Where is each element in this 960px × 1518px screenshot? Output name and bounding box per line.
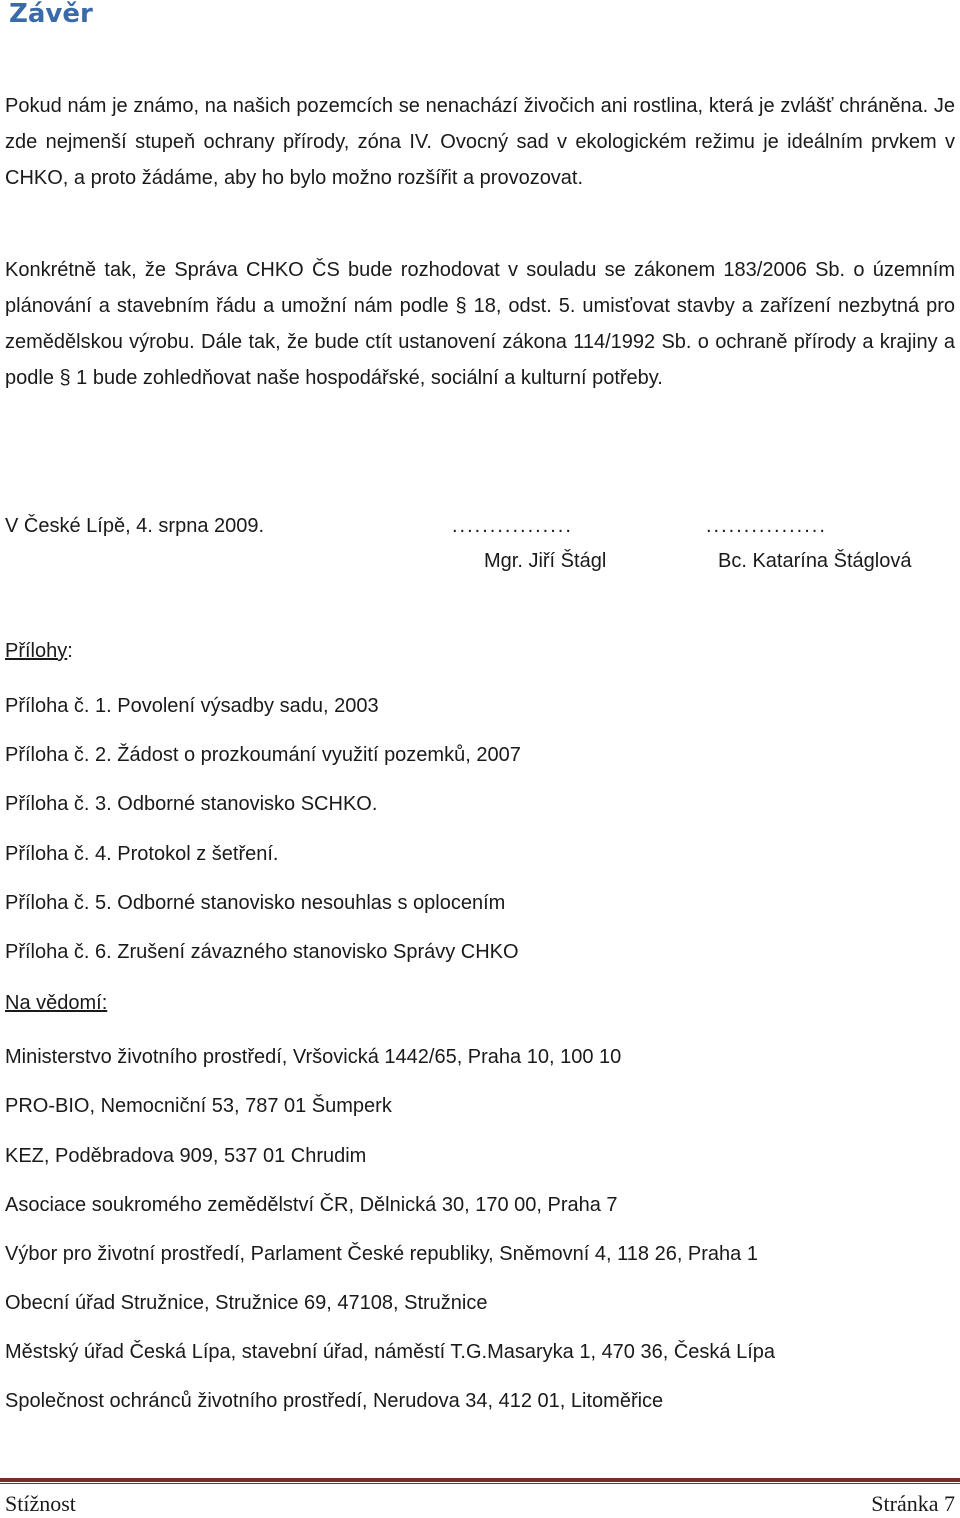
attachment-item: Příloha č. 2. Žádost o prozkoumání využití pozemků, 2007 xyxy=(5,744,521,766)
recipient-item: KEZ, Poděbradova 909, 537 01 Chrudim xyxy=(5,1145,367,1167)
footer-divider xyxy=(0,1478,960,1484)
signatory-name-1: Mgr. Jiří Štágl xyxy=(484,550,607,572)
attachments-heading xyxy=(5,636,73,666)
signatory-name-2: Bc. Katarína Štáglová xyxy=(718,550,912,572)
recipient-item: Obecní úřad Stružnice, Stružnice 69, 47108, Stružnice xyxy=(5,1292,488,1314)
attachments-label: Přílohy xyxy=(5,640,68,662)
attachment-item: Příloha č. 1. Povolení výsadby sadu, 2003 xyxy=(5,695,379,717)
paragraph-2: Konkrétně tak, že Správa CHKO ČS bude rozhodovat v souladu se zákonem 183/2006 Sb. o územním plánování a stavebním řádu a umožní nám podle § 18, odst. 5. umisťovat stavby a zařízení nezbytná pro zemědělskou výrobu. Dále tak, že bude ctít ustanovení zákona 114/1992 Sb. o ochraně přírody a krajiny a podle § 1 bude zohledňovat naše hospodářské, sociální a kulturní potřeby. xyxy=(5,259,955,389)
attachment-item: Příloha č. 5. Odborné stanovisko nesouhlas s oplocením xyxy=(5,892,506,914)
attachment-item: Příloha č. 3. Odborné stanovisko SCHKO. xyxy=(5,793,378,815)
recipient-item: Výbor pro životní prostředí, Parlament České republiky, Sněmovní 4, 118 26, Praha 1 xyxy=(5,1243,758,1265)
recipients-heading: Na vědomí: xyxy=(5,992,108,1014)
recipient-item: Společnost ochránců životního prostředí, Nerudova 34, 412 01, Litoměřice xyxy=(5,1390,664,1412)
signature-dots-1: ................ xyxy=(452,515,573,537)
footer-page-number: Stránka 7 xyxy=(871,1491,955,1516)
attachment-item: Příloha č. 6. Zrušení závazného stanovisko Správy CHKO xyxy=(5,941,519,963)
signature-dots-2: ................ xyxy=(706,515,827,537)
page-heading: Závěr xyxy=(9,0,93,29)
attachments-colon: : xyxy=(67,640,73,662)
footer-document-title: Stížnost xyxy=(5,1491,76,1516)
paragraph-1: Pokud nám je známo, na našich pozemcích se nenachází živočich ani rostlina, která je zvlášť chráněna. Je zde nejmenší stupeň ochrany přírody, zóna IV. Ovocný sad v ekologickém režimu je ideálním prvkem v CHKO, a proto žádáme, aby ho bylo možno rozšířit a provozovat. xyxy=(5,95,955,189)
recipient-item: Asociace soukromého zemědělství ČR, Dělnická 30, 170 00, Praha 7 xyxy=(5,1194,618,1216)
recipient-item: Ministerstvo životního prostředí, Vršovická 1442/65, Praha 10, 100 10 xyxy=(5,1046,622,1068)
place-date: V České Lípě, 4. srpna 2009. xyxy=(5,515,265,537)
recipient-item: PRO-BIO, Nemocniční 53, 787 01 Šumperk xyxy=(5,1095,392,1117)
attachment-item: Příloha č. 4. Protokol z šetření. xyxy=(5,843,279,865)
recipient-item: Městský úřad Česká Lípa, stavební úřad, náměstí T.G.Masaryka 1, 470 36, Česká Lípa xyxy=(5,1341,776,1363)
